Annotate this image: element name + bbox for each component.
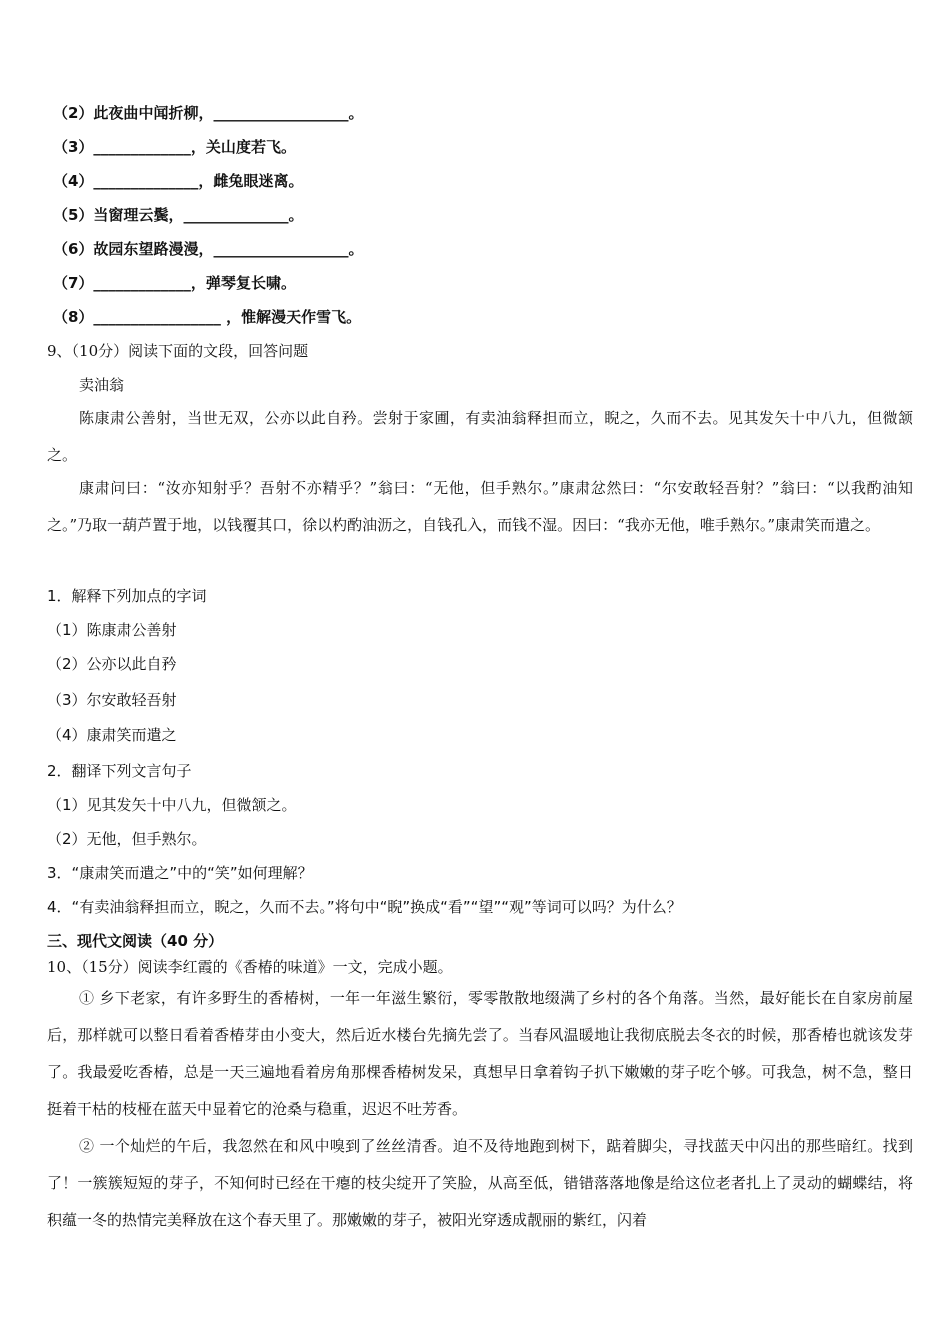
fill-in-item-7: （7）_____________，弹琴复长啸。 bbox=[53, 274, 296, 292]
sub-question-1: 1．解释下列加点的字词 bbox=[47, 587, 207, 605]
section-heading: 三、现代文阅读（40 分） bbox=[47, 932, 224, 950]
sub-question-2-item: （2）无他，但手熟尔。 bbox=[47, 830, 207, 848]
article-paragraph-2: ② 一个灿烂的午后，我忽然在和风中嗅到了丝丝清香。迫不及待地跑到树下，踮着脚尖，寻找蓝天中闪出的那些暗红。找到了！一簇簇短短的芽子，不知何时已经在干瘪的枝尖绽开了笑脸，从高至低，错错落落地像是给这位老者扎上了灵动的蝴蝶结，将积蕴一冬的热情完美释放在这个春天里了。那嫩嫩的芽子，被阳光穿透成靓丽的紫红，闪着 bbox=[47, 1137, 913, 1229]
fill-in-item-2: （2）此夜曲中闻折柳，__________________。 bbox=[53, 104, 364, 122]
sub-question-1-item: （3）尔安敢轻吾射 bbox=[47, 691, 177, 709]
fill-in-item-4: （4）______________，雌兔眼迷离。 bbox=[53, 172, 304, 190]
fill-in-item-8: （8）_________________ ，惟解漫天作雪飞。 bbox=[53, 308, 362, 326]
sub-question-2-item: （1）见其发矢十中八九，但微颔之。 bbox=[47, 796, 297, 814]
passage-title: 卖油翁 bbox=[79, 376, 125, 394]
fill-in-item-3: （3）_____________，关山度若飞。 bbox=[53, 138, 296, 156]
question-10-heading: 10、（15分）阅读李红霞的《香椿的味道》一文，完成小题。 bbox=[47, 958, 453, 976]
fill-in-item-6: （6）故园东望路漫漫，__________________。 bbox=[53, 240, 364, 258]
question-9-heading: 9、（10分）阅读下面的文段，回答问题 bbox=[47, 342, 309, 360]
sub-question-2: 2．翻译下列文言句子 bbox=[47, 762, 192, 780]
sub-question-4: 4．“有卖油翁释担而立，睨之，久而不去。”将句中“睨”换成“看”“望”“观”等词可以吗？为什么？ bbox=[47, 898, 682, 916]
passage-paragraph-1: 陈康肃公善射，当世无双，公亦以此自矜。尝射于家圃，有卖油翁释担而立，睨之，久而不去。见其发矢十中八九，但微颔之。 bbox=[47, 409, 913, 464]
sub-question-1-item: （4）康肃笑而遣之 bbox=[47, 726, 177, 744]
sub-question-3: 3．“康肃笑而遣之”中的“笑”如何理解？ bbox=[47, 864, 313, 882]
passage-paragraph-2: 康肃问曰：“汝亦知射乎？吾射不亦精乎？”翁曰：“无他，但手熟尔。”康肃忿然曰：“尔安敢轻吾射？”翁曰：“以我酌油知之。”乃取一葫芦置于地，以钱覆其口，徐以杓酌油沥之，自钱孔入，而钱不湿。因曰：“我亦无他，唯手熟尔。”康肃笑而遣之。 bbox=[47, 479, 913, 534]
fill-in-item-5: （5）当窗理云鬓，______________。 bbox=[53, 206, 304, 224]
article-paragraph-1: ① 乡下老家，有许多野生的香椿树，一年一年滋生繁衍，零零散散地缀满了乡村的各个角落。当然，最好能长在自家房前屋后，那样就可以整日看着香椿芽由小变大，然后近水楼台先摘先尝了。当春风温暖地让我彻底脱去冬衣的时候，那香椿也就该发芽了。我最爱吃香椿，总是一天三遍地看着房角那棵香椿树发呆，真想早日拿着钩子扒下嫩嫩的芽子吃个够。可我急，树不急，整日挺着干枯的枝桠在蓝天中显着它的沧桑与稳重，迟迟不吐芳香。 bbox=[47, 989, 913, 1118]
sub-question-1-item: （2）公亦以此自矜 bbox=[47, 655, 177, 673]
sub-question-1-item: （1）陈康肃公善射 bbox=[47, 621, 177, 639]
